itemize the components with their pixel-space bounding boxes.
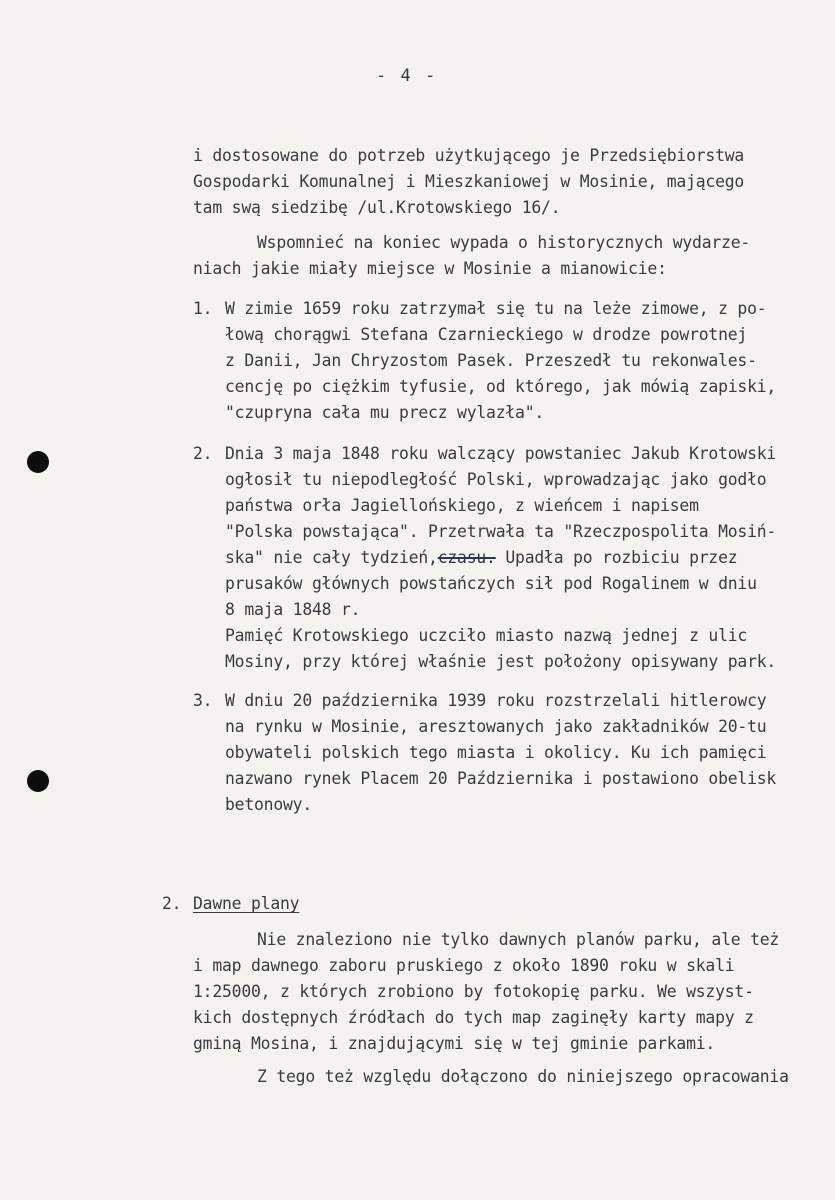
list-item-line-with-strikeout <box>225 547 737 569</box>
list-item-line: betonowy. <box>225 795 313 814</box>
list-item-line: z Danii, Jan Chryzostom Pasek. Przeszedł tu rekonwales- <box>225 351 757 370</box>
paragraph-line: Gospodarki Komunalnej i Mieszkaniowej w Mosinie, mającego <box>193 172 745 191</box>
list-item-line: W zimie 1659 roku zatrzymał się tu na leże zimowe, z po- <box>225 299 767 318</box>
list-item-line: ogłosił tu niepodległość Polski, wprowadzając jako godło <box>225 470 767 489</box>
text-segment: ska" nie cały tydzień, <box>225 548 438 567</box>
list-item-line: obywateli polskich tego miasta i okolicy. Ku ich pamięci <box>225 743 767 762</box>
binder-hole-bottom <box>27 770 49 792</box>
paragraph-line: Nie znaleziono nie tylko dawnych planów parku, ale też <box>257 930 780 949</box>
list-number: 1. <box>193 299 213 318</box>
list-item-line: cencję po ciężkim tyfusie, od którego, jak mówią zapiski, <box>225 377 777 396</box>
section-title: Dawne plany <box>193 894 300 913</box>
paragraph-line: gminą Mosina, i znajdującymi się w tej gminie parkami. <box>193 1034 716 1053</box>
list-item-line: "Polska powstająca". Przetrwała ta "Rzeczpospolita Mosiń- <box>225 522 777 541</box>
paragraph-line: i map dawnego zaboru pruskiego z około 1890 roku w skali <box>193 956 735 975</box>
struck-out-word: czasu. <box>437 548 496 567</box>
list-item-line: W dniu 20 października 1939 roku rozstrzelali hitlerowcy <box>225 691 767 710</box>
list-number: 3. <box>193 691 213 710</box>
list-item-line: nazwano rynek Placem 20 Października i postawiono obelisk <box>225 769 777 788</box>
paragraph-line: i dostosowane do potrzeb użytkującego je Przedsiębiorstwa <box>193 146 745 165</box>
list-item-line: Pamięć Krotowskiego uczciło miasto nazwą jednej z ulic <box>225 626 748 645</box>
paragraph-line: Z tego też względu dołączono do niniejszego opracowania <box>257 1067 789 1086</box>
paragraph-line: Wspomnieć na koniec wypada o historycznych wydarze- <box>257 233 751 252</box>
list-item-line: Dnia 3 maja 1848 roku walczący powstaniec Jakub Krotowski <box>225 444 777 463</box>
paragraph-line: 1:25000, z których zrobiono by fotokopię parku. We wszyst- <box>193 982 754 1001</box>
list-item-line: Mosiny, przy której właśnie jest położony opisywany park. <box>225 652 777 671</box>
list-item-line: państwa orła Jagiellońskiego, z wieńcem i napisem <box>225 496 699 515</box>
paragraph-line: niach jakie miały miejsce w Mosinie a mianowicie: <box>193 259 667 278</box>
section-number: 2. <box>162 894 182 913</box>
list-number: 2. <box>193 444 213 463</box>
binder-hole-top <box>27 451 49 473</box>
page-number: - 4 - <box>376 66 438 86</box>
list-item-line: "czupryna cała mu precz wylazła". <box>225 403 545 422</box>
list-item-line: prusaków głównych powstańczych sił pod Rogalinem w dniu <box>225 574 757 593</box>
list-item-line: na rynku w Mosinie, aresztowanych jako zakładników 20-tu <box>225 717 767 736</box>
paragraph-line: kich dostępnych źródłach do tych map zaginęły karty mapy z <box>193 1008 754 1027</box>
list-item-line: 8 maja 1848 r. <box>225 600 361 619</box>
text-segment: Upadła po rozbiciu przez <box>495 548 738 567</box>
list-item-line: łową chorągwi Stefana Czarnieckiego w drodze powrotnej <box>225 325 748 344</box>
paragraph-line: tam swą siedzibę /ul.Krotowskiego 16/. <box>193 198 561 217</box>
